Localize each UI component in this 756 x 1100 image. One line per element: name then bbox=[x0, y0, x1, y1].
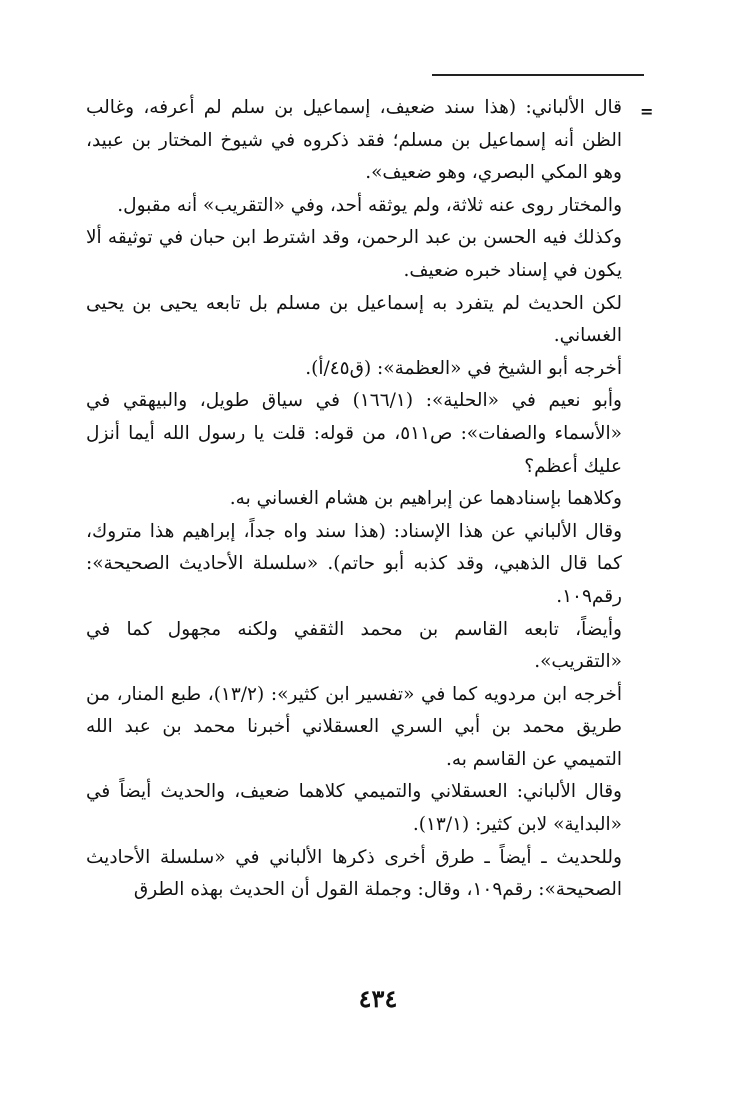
paragraph: أخرجه أبو الشيخ في «العظمة»: (ق٤٥/أ). bbox=[305, 357, 622, 379]
paragraph: قال الألباني: (هذا سند ضعيف، إسماعيل بن سلم لم أعرفه، وغالب الظن أنه إسماعيل بن مسلم؛ فقد ذكروه في شيوخ المختار بن عبيد، وهو المكي البصري، وهو ضعيف». bbox=[86, 97, 622, 184]
paragraph: وقال الألباني عن هذا الإسناد: (هذا سند واه جداً، إبراهيم هذا متروك، كما قال الذهبي، وقد كذبه أبو حاتم). «سلسلة الأحاديث الصحيحة»: رقم١٠٩. bbox=[86, 520, 622, 607]
paragraph: وقال الألباني: العسقلاني والتميمي كلاهما ضعيف، والحديث أيضاً في «البداية» لابن كثير: (١٣/١). bbox=[86, 781, 622, 836]
paragraph: وكلاهما بإسنادهما عن إبراهيم بن هشام الغساني به. bbox=[229, 488, 622, 510]
paragraph: والمختار روى عنه ثلاثة، ولم يوثقه أحد، وفي «التقريب» أنه مقبول. bbox=[117, 194, 622, 216]
paragraph: أخرجه ابن مردويه كما في «تفسير ابن كثير»: (١٣/٢)، طبع المنار، من طريق محمد بن أبي السري العسقلاني أخبرنا محمد بن عبد الله التميمي عن القاسم به. bbox=[86, 683, 622, 770]
paragraph: لكن الحديث لم يتفرد به إسماعيل بن مسلم بل تابعه يحيى بن يحيى الغساني. bbox=[86, 292, 622, 347]
footnote-text-block bbox=[86, 92, 622, 907]
page-number: ٤٣٤ bbox=[358, 984, 398, 1013]
paragraph: وأبو نعيم في «الحلية»: (١٦٦/١) في سياق طويل، والبيهقي في «الأسماء والصفات»: ص٥١١، من قوله: قلت يا رسول الله أيما أنزل عليك أعظم؟ bbox=[86, 390, 622, 477]
continuation-mark: = bbox=[640, 102, 654, 121]
paragraph: وللحديث ـ أيضاً ـ طرق أخرى ذكرها الألباني في «سلسلة الأحاديث الصحيحة»: رقم١٠٩، وقال: وجملة القول أن الحديث بهذه الطرق bbox=[86, 846, 622, 901]
paragraph: وكذلك فيه الحسن بن عبد الرحمن، وقد اشترط ابن حبان في توثيقه ألا يكون في إسناد خبره ضعيف. bbox=[86, 227, 622, 281]
top-divider-line bbox=[432, 74, 644, 76]
paragraph: وأيضاً، تابعه القاسم بن محمد الثقفي ولكنه مجهول كما في «التقريب». bbox=[86, 618, 622, 673]
